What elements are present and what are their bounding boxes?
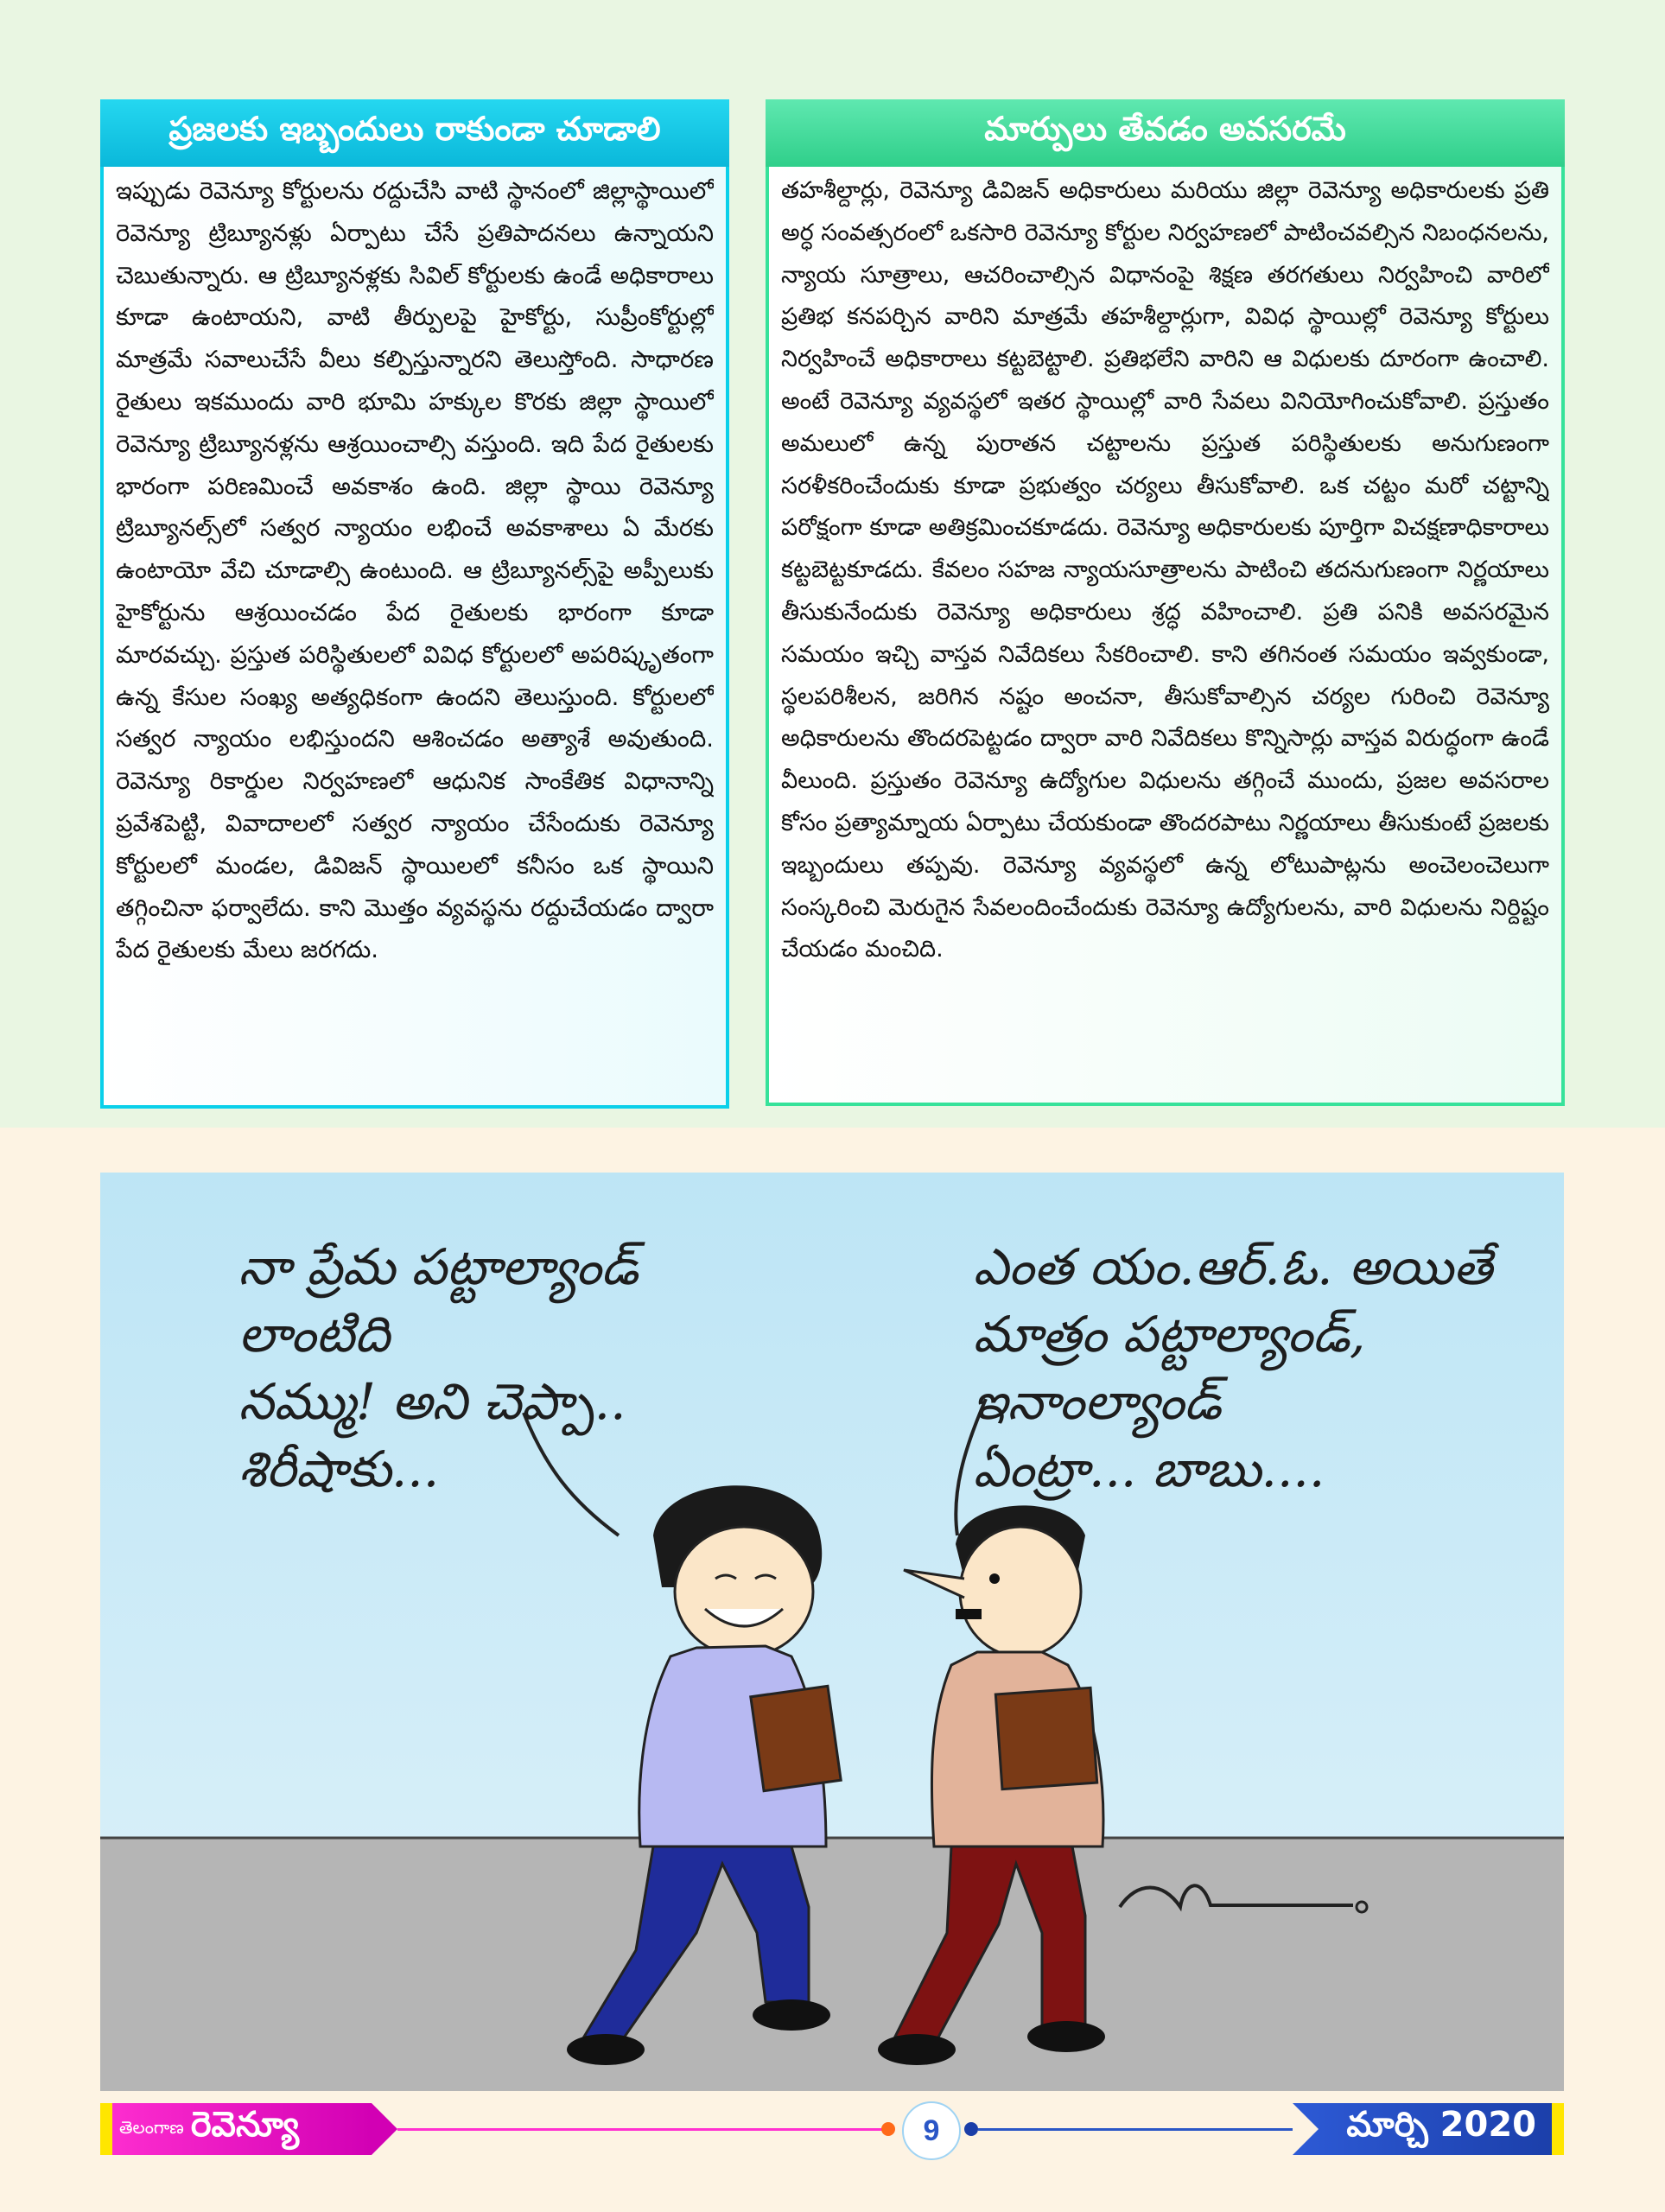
page-footer — [100, 2098, 1564, 2160]
right-article-box — [766, 99, 1565, 1106]
left-article-body: ఇప్పుడు రెవెన్యూ కోర్టులను రద్దుచేసి వాటి స్థానంలో జిల్లాస్థాయిలో రెవెన్యూ ట్రిబ్యూనళ్లు ఏర్పాటు చేసే ప్రతిపాదనలు ఉన్నాయని చెబుతున్నారు. ఆ ట్రిబ్యూనళ్లకు సివిల్ కోర్టులకు ఉండే అధికారాలు కూడా ఉంటాయని, వాటి తీర్పులపై హైకోర్టు, సుప్రీంకోర్టుల్లో మాత్రమే సవాలుచేసే వీలు కల్పిస్తున్నారని తెలుస్తోంది. సాధారణ రైతులు ఇకముందు వారి భూమి హక్కుల కొరకు జిల్లా స్థాయిలో రెవెన్యూ ట్రిబ్యూనళ్లను ఆశ్రయించాల్సి వస్తుంది. ఇది పేద రైతులకు భారంగా పరిణమించే అవకాశం ఉంది. జిల్లా స్థాయి రెవెన్యూ ట్రిబ్యూనల్స్‌లో సత్వర న్యాయం లభించే అవకాశాలు ఏ మేరకు ఉంటాయో వేచి చూడాల్సి ఉంటుంది. ఆ ట్రిబ్యూనల్స్‌పై అప్పీలుకు హైకోర్టును ఆశ్రయించడం పేద రైతులకు భారంగా కూడా మారవచ్చు. ప్రస్తుత పరిస్థితులలో వివిధ కోర్టులలో అపరిష్కృతంగా ఉన్న కేసుల సంఖ్య అత్యధికంగా ఉందని తెలుస్తుంది. కోర్టులలో సత్వర న్యాయం లభిస్తుందని ఆశించడం అత్యాశే అవుతుంది. రెవెన్యూ రికార్డుల నిర్వహణలో ఆధునిక సాంకేతిక విధానాన్ని ప్రవేశపెట్టి, వివాదాలలో సత్వర న్యాయం చేసేందుకు రెవెన్యూ కోర్టులలో మండల, డివిజన్ స్థాయిలలో కనీసం ఒక స్థాయిని తగ్గించినా ఫర్వాలేదు. కాని మొత్తం వ్యవస్థను రద్దుచేయడం ద్వారా పేద రైతులకు మేలు జరగదు. — [116, 177, 714, 964]
footer-dot-right — [964, 2122, 978, 2136]
right-article-body: తహశీల్దార్లు, రెవెన్యూ డివిజన్ అధికారులు మరియు జిల్లా రెవెన్యూ అధికారులకు ప్రతి అర్ధ సంవత్సరంలో ఒకసారి రెవెన్యూ కోర్టుల నిర్వహణలో పాటించవల్సిన నిబంధనలను, న్యాయ సూత్రాలు, ఆచరించాల్సిన విధానంపై శిక్షణ తరగతులు నిర్వహించి వారిలో ప్రతిభ కనపర్చిన వారిని మాత్రమే తహశీల్దార్లుగా, వివిధ స్థాయిల్లో రెవెన్యూ కోర్టులు నిర్వహించే అధికారాలు కట్టబెట్టాలి. ప్రతిభలేని వారిని ఆ విధులకు దూరంగా ఉంచాలి. అంటే రెవెన్యూ వ్యవస్థలో ఇతర స్థాయిల్లో వారి సేవలు వినియోగించుకోవాలి. ప్రస్తుతం అమలులో ఉన్న పురాతన చట్టాలను ప్రస్తుత పరిస్థితులకు అనుగుణంగా సరళీకరించేందుకు కూడా ప్రభుత్వం చర్యలు తీసుకోవాలి. ఒక చట్టం మరో చట్టాన్ని పరోక్షంగా కూడా అతిక్రమించకూడదు. రెవెన్యూ అధికారులకు పూర్తిగా విచక్షణాధికారాలు కట్టబెట్టకూడదు. కేవలం సహజ న్యాయసూత్రాలను పాటించి తదనుగుణంగా నిర్ణయాలు తీసుకునేందుకు రెవెన్యూ అధికారులు శ్రద్ధ వహించాలి. ప్రతి పనికి అవసరమైన సమయం ఇచ్చి వాస్తవ నివేదికలు సేకరించాలి. కాని తగినంత సమయం ఇవ్వకుండా, స్థలపరిశీలన, జరిగిన నష్టం అంచనా, తీసుకోవాల్సిన చర్యల గురించి రెవెన్యూ అధికారులను తొందరపెట్టడం ద్వారా వారి నివేదికలు కొన్నిసార్లు వాస్తవ విరుద్ధంగా ఉండే వీలుంది. ప్రస్తుతం రెవెన్యూ ఉద్యోగుల విధులను తగ్గించే ముందు, ప్రజల అవసరాల కోసం ప్రత్యామ్నాయ ఏర్పాటు చేయకుండా తొందరపాటు నిర్ణయాలు తీసుకుంటే ప్రజలకు ఇబ్బందులు తప్పవు. రెవెన్యూ వ్యవస్థలో ఉన్న లోటుపాట్లను అంచెలంచెలుగా సంస్కరించి మెరుగైన సేవలందించేందుకు రెవెన్యూ ఉద్యోగులను, వారి విధులను నిర్దిష్టం చేయడం మంచిది. — [781, 177, 1549, 963]
cartoon-panel — [100, 1173, 1564, 2091]
issue-date: మార్చి 2020 — [1346, 2105, 1536, 2145]
footer-dot-left — [881, 2122, 895, 2136]
left-article-heading: ప్రజలకు ఇబ్బందులు రాకుండా చూడాలి — [100, 99, 729, 167]
ground — [100, 1838, 1564, 2091]
page-number: 9 — [902, 2101, 961, 2160]
magazine-name-big: రెవెన్యూ — [190, 2105, 300, 2145]
left-article-box — [100, 99, 729, 1109]
issue-tab-notch — [1293, 2103, 1319, 2155]
magazine-tab-arrow — [372, 2103, 397, 2155]
yellow-bar — [100, 2103, 112, 2155]
right-speech-text: ఎంత యం.ఆర్.ఓ. అయితే మాత్రం పట్టాల్యాండ్, ఇనాంల్యాండ్ ఏంట్రా... బాబు.... — [973, 1237, 1493, 1498]
magazine-name-small: తెలంగాణ — [119, 2116, 184, 2138]
yellow-bar-right — [1552, 2103, 1564, 2155]
magazine-name-tab — [100, 2103, 372, 2155]
footer-line-left — [397, 2128, 886, 2131]
left-speech-text: నా ప్రేమ పట్టాల్యాండ్ లాంటిది నమ్ము! అని చెప్పా.. శిరీషాకు... — [238, 1237, 639, 1498]
right-article-heading: మార్పులు తేవడం అవసరమే — [766, 99, 1565, 167]
issue-date-tab — [1293, 2103, 1564, 2155]
